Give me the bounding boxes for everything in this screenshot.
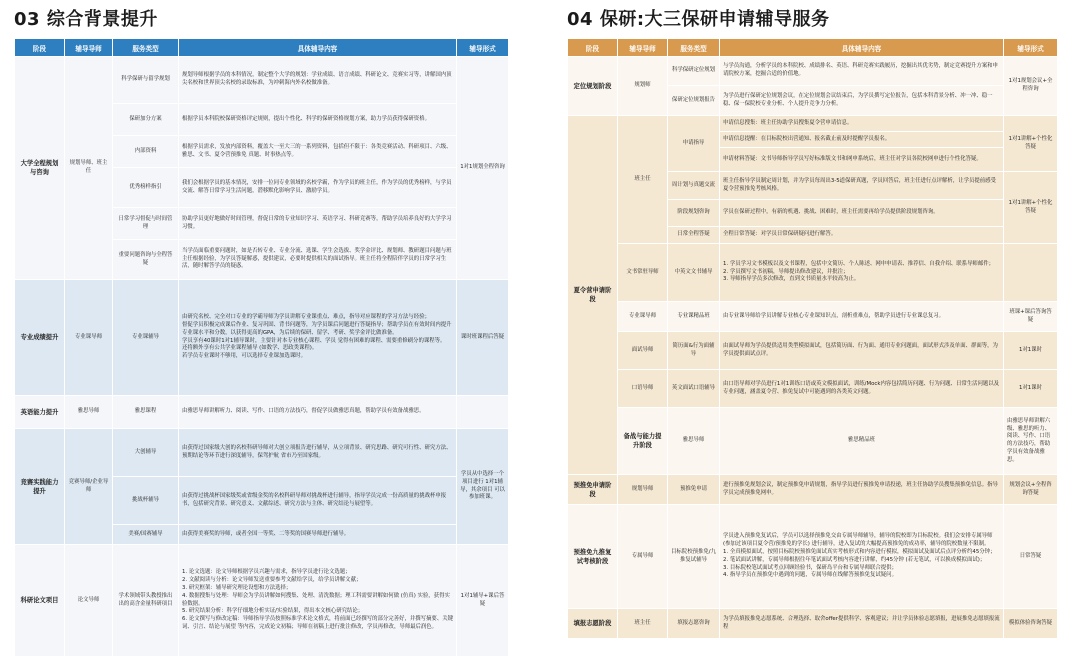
table-row <box>15 429 509 477</box>
mentor-cell: 班主任 <box>618 609 668 639</box>
type-cell: 填报志愿咨询 <box>668 609 720 639</box>
content-line: 2. 笔试面试讲解，专属导师根据往年笔试面试考核内容进行讲解，约45分钟 (若无笔试，可以换成模拟面试)； <box>723 556 986 563</box>
content-cell: 根据学员需求，发放内部资料，覆盖大一至大三的一系列资料，包括但不限于：各类竞赛活动、科研项目、六级、雅思、文书、夏令营预推免 真题、时事热点等。 <box>179 136 457 168</box>
table-header <box>15 39 509 57</box>
type-cell: 专业课辅导 <box>113 280 179 396</box>
content-line: 2. 文献阅读与分析：论文导师发送重要参考文献给学员，给学员讲解文献； <box>182 577 362 584</box>
table-row <box>568 475 1058 505</box>
type-cell: 日常学习督促与时间管理 <box>113 208 179 240</box>
table-row <box>568 332 1058 370</box>
content-line: 督促学员积极完成课后作业、复习巩固、背书问题等，为学员课后问题进行答疑指导；帮助学员在有效时间内提升专业课水平和分数，以获得更高的GPA，为后续的保研、留学、考研、奖学金评比做准备。 <box>182 321 452 336</box>
type-cell: 大创辅导 <box>113 429 179 477</box>
type-cell: 美赛/国赛辅导 <box>113 525 179 545</box>
content-cell: 根据学员本科院校保研资格评定规则，提出个性化、科学的保研资格规划方案，助力学员获得保研资格。 <box>179 104 457 136</box>
type-cell: 科学保研与留学规划 <box>113 57 179 104</box>
content-cell: 我们会根据学员的基本情况，安排一位同专业领域的名校学霸，作为学员的班主任，作为学员的优秀榜样，与学员交流、解答日常学习生活问题，潜移默化影响学员、激励学员。 <box>179 168 457 208</box>
content-cell <box>179 545 457 657</box>
right-table <box>567 38 1058 639</box>
type-cell: 保研加分方案 <box>113 104 179 136</box>
type-cell: 英文面试口语辅导 <box>668 370 720 408</box>
content-line: 若学员专业课时不够用，可以选择专业课加选课时。 <box>182 353 306 360</box>
form-cell: 课时班课程后答疑 <box>457 280 509 396</box>
mentor-cell: 专属导师 <box>618 505 668 609</box>
type-cell: 优秀榜样指引 <box>113 168 179 208</box>
header-stage: 阶段 <box>568 39 618 57</box>
form-cell: 规划会议+全程咨询答疑 <box>1004 475 1058 505</box>
mentor-cell: 专业课导师 <box>618 302 668 332</box>
table-row <box>15 396 509 429</box>
table-row <box>568 302 1058 332</box>
table-row <box>568 244 1058 302</box>
type-cell: 挑战杯辅导 <box>113 477 179 525</box>
content-cell <box>720 505 1004 609</box>
type-cell: 雅思精品班 <box>720 408 1004 475</box>
content-line: 1. 学员学习文书模板以及文书课程，包括中文简历、个人陈述、网申申请表、推荐信、自我介绍、联系导师邮件； <box>723 260 994 267</box>
content-cell: 协助学员更好地做好时间管理，督促日常的专业知识学习、英语学习、科研竞赛等，帮助学员培养良好的大学学习习惯。 <box>179 208 457 240</box>
type-cell: 重要问题咨询与全程答疑 <box>113 240 179 280</box>
mentor-cell: 雅思导师 <box>65 396 113 429</box>
content-cell: 由雅思导师讲解听力、阅读、写作、口语的方法技巧，督促学员做雅思真题，帮助学员有效备战雅思。 <box>179 396 457 429</box>
header-stage: 阶段 <box>15 39 65 57</box>
mentor-cell: 规划师 <box>618 57 668 116</box>
content-line: 还将额外享有公共学业课程辅导 (如数学、思政类课程)。 <box>182 345 318 352</box>
header-mentor: 辅导导师 <box>65 39 113 57</box>
mentor-cell: 文书常驻导师 <box>618 244 668 302</box>
header-type: 服务类型 <box>113 39 179 57</box>
content-cell: 由获得过挑战杯国家级奖或省级金奖的名校科研导师对挑战杯进行辅导，指导学员完成一份高质量的挑战杯申报书，包括研究背景、研究意义、文献综述、研究方法与主体、研究结论与展望等。 <box>179 477 457 525</box>
form-cell: 日常答疑 <box>1004 505 1058 609</box>
content-cell: 班主任指导学员制定周计划，并为学员每周出3-5道保研真题，学员回答后，班主任进行点评解析，让学员提前感受夏令营预推免考核风格。 <box>720 172 1004 200</box>
mentor-cell: 专业课导师 <box>65 280 113 396</box>
mentor-cell: 规划导师、班主任 <box>65 57 113 280</box>
type-cell: 周计划与真题交流 <box>668 172 720 200</box>
form-cell <box>1004 244 1058 302</box>
content-cell: 由雅思导师讲解六级、雅思的听力、阅读、写作、口语的方法技巧，帮助学员有效备战雅思。 <box>1004 408 1058 475</box>
section-title: 04 保研:大三保研申请辅导服务 <box>567 9 830 30</box>
form-cell: 1对1课时 <box>1004 370 1058 408</box>
form-cell: 1对1课时 <box>1004 332 1058 370</box>
form-cell: 1对1辅导+课后答疑 <box>457 545 509 657</box>
type-cell: 专业课精品班 <box>668 302 720 332</box>
header-content: 具体辅导内容 <box>720 39 1004 57</box>
content-cell: 为学员填报推免志愿系统、合理选择、取舍offer提供科学、客观建议；并让学员体验志愿填报，进展推免志愿填报流程 <box>720 609 1004 639</box>
content-cell: 申请材料答疑：文书导师指导学员写好标准版文书和网申系统后，班主任对学员各院校网申进行个性化答疑。 <box>720 148 1004 172</box>
table-header <box>568 39 1058 57</box>
stage-cell: 夏令营申请阶段 <box>568 116 618 475</box>
content-cell <box>179 280 457 396</box>
mentor-cell: 竞赛导师/企业导师 <box>65 429 113 545</box>
right-panel <box>567 0 1057 639</box>
table-row <box>568 408 1058 475</box>
content-line: 3. 导师指导学员多次修改，直到文书质量水平较高为止。 <box>723 276 860 283</box>
content-cell: 由专业课导师给学员讲解专业核心专业课知识点，剖析重难点，帮助学员进行专业课总复习。 <box>720 302 1004 332</box>
content-line: 5. 研究结果分析：科学仔细地分析实证/实验结果，得出本文核心研究结论； <box>182 608 364 615</box>
content-cell: 由面试导师为学员提供适用类型模拟面试，包括简历面、行为面、通用专业问题面，面试形式涉及单面、群面等，为学员提供面试点评。 <box>720 332 1004 370</box>
type-cell: 中英文文书辅导 <box>668 244 720 302</box>
form-cell <box>457 396 509 429</box>
content-line: 4. 数据搜集与处理：导师会为学员讲解如何搜集、处理、清洗数据；理工科需要讲解如何做 (仿真) 实验，获得实验数据。 <box>182 592 450 607</box>
stage-cell: 科研论文项目 <box>15 545 65 657</box>
content-line: 由研究名校、完全对口专业的学霸导师为学员讲解专业课重点、难点，指导对应课程的学习方法与经验； <box>182 314 430 321</box>
content-cell: 申请信息搜集：班主任协助学员搜集夏令营申请信息。 <box>720 116 1004 132</box>
content-line: 1. 全真模拟面试，按照目标院校预推免面试真实考核形式和内容进行模拟，模拟面试及面试后点评分析约45分钟； <box>723 549 996 556</box>
left-table <box>14 38 509 657</box>
table-row <box>15 57 509 104</box>
content-cell: 全程日常答疑：对学员日常保研疑问进行解答。 <box>720 227 1004 244</box>
mentor-cell: 口语导师 <box>618 370 668 408</box>
mentor-cell: 论文导师 <box>65 545 113 657</box>
type-cell: 简历面&行为面辅导 <box>668 332 720 370</box>
content-cell: 进行预推免规划会议，制定预推免申请规划，指导学员进行预推免申请投递，班主任协助学员搜集预推免信息。指导学员完成预推免网申。 <box>720 475 1004 505</box>
content-line: 学员享有40课时1对1辅导课时，主要针对本专业核心课程、学员 觉得有困难的课程、需要重修刷分的课程等。 <box>182 337 446 344</box>
content-cell: 当学员面临重要问题时，如是否转专业、专业分流、选课、学生会选拔、奖学金评比、规划师、教研题目问题与班主任根据经验，为学员答疑解惑，提供建议，必要时提供相关的面试指导。班主任将全程陪伴学员的日常学习生活，随时解答学员的疑惑。 <box>179 240 457 280</box>
section-title: 03 综合背景提升 <box>14 9 158 30</box>
stage-cell: 专业成绩提升 <box>15 280 65 396</box>
form-cell: 模拟体验咨询答疑 <box>1004 609 1058 639</box>
content-cell: 由获得美赛奖的导师，或者全国一等奖、二等奖的国赛导师进行辅导。 <box>179 525 457 545</box>
stage-cell: 英语能力提升 <box>15 396 65 429</box>
header-type: 服务类型 <box>668 39 720 57</box>
mentor-cell: 班主任 <box>618 116 668 244</box>
content-cell: 申请信息提醒：在目标院校出营通知、报名截止前及时提醒学员报名。 <box>720 132 1004 148</box>
header-mentor: 辅导导师 <box>618 39 668 57</box>
stage-cell: 定位规划阶段 <box>568 57 618 116</box>
content-cell: 由口语导师对学员进行1对1训练口语或英文模拟面试，训练/Mock内容包括简历问题、行为问题、日常生活问题以及专业问题，涵盖夏令营、推免复试中可能遇到的各类英文问题。 <box>720 370 1004 408</box>
content-line: 6. 论文撰写与修改定稿：导师指导学员按照标准学术论文格式，将前面已经撰写的部分完善好，并撰写摘要、关键词、引言、结论与展望 等内容，完成论文初稿；导师在初稿上进行批注修改，学员再修改，导师最后润色。 <box>182 616 453 630</box>
table-row <box>568 116 1058 132</box>
form-cell: 1对1规划会议+全程咨询 <box>1004 57 1058 116</box>
content-cell: 规划导师根据学员的本科情况，制定整个大学的规划：学业成绩、语言成绩、科研论文、竞赛实习等，讲解国内顶尖名校和世界顶尖名校的录取标准，为冲刺海内外名校做准备。 <box>179 57 457 104</box>
form-cell: 学员从中选择一个项目进行 1对1辅导，其余项目 可以参加班课。 <box>457 429 509 545</box>
stage-cell: 填报志愿阶段 <box>568 609 618 639</box>
type-cell: 预推免申请 <box>668 475 720 505</box>
header-form: 辅导形式 <box>457 39 509 57</box>
header-form: 辅导形式 <box>1004 39 1058 57</box>
stage-cell: 预推免九推复试考核阶段 <box>568 505 618 609</box>
header-content: 具体辅导内容 <box>179 39 457 57</box>
content-line: 3. 目标院校笔试面试考点回顾经验书，保研岛平台和专属导师联合提供； <box>723 564 897 571</box>
content-line: 学员进入预推免复试后，学员可以选择预推免交由专属导师辅导，辅导的院校即为目标院校。我们会安排专属导师 (参加过该项目夏令营/预推免的学长) 进行辅导，进入复试的大幅提高预推免的成功率，辅导的院校数量不限制。 <box>723 533 993 548</box>
type-cell: 阶段规划咨询 <box>668 200 720 227</box>
form-cell: 班课+课后答询答疑 <box>1004 302 1058 332</box>
table-row <box>568 370 1058 408</box>
form-cell: 1对1规划全程咨询 <box>457 57 509 280</box>
stage-cell: 备战与能力提升阶段 <box>618 408 668 475</box>
type-cell: 科学保研定位规划 <box>668 57 720 86</box>
type-cell: 保研定位规划报告 <box>668 86 720 116</box>
form-cell: 1对1讲解+个性化答疑 <box>1004 116 1058 172</box>
content-cell: 学员在保研过程中，有新的机遇、挑战、困难时，班主任需要再给学员提供阶段规划咨询。 <box>720 200 1004 227</box>
type-cell: 目标院校预推免/九推复试辅导 <box>668 505 720 609</box>
type-cell: 内部资料 <box>113 136 179 168</box>
content-cell: 与学员沟通，分析学员的本科院校、成绩排名、英语、科研竞赛实践履历，挖掘出其优劣势，制定竞赛提升方案和申请院校方案，挖掘合适的价值地。 <box>720 57 1004 86</box>
content-cell: 为学员进行保研定位规划会议，在定位规划会议结束后，为学员撰写定位报告，包括本科背景分析、冲一冲、稳一稳、保一保院校专业分析、个人提升竞争力分析。 <box>720 86 1004 116</box>
form-cell: 1对1讲解+个性化答疑 <box>1004 172 1058 244</box>
type-cell: 学术领域带头教授推出出的高含金量科研项目 <box>113 545 179 657</box>
stage-cell: 大学全程规划与咨询 <box>15 57 65 280</box>
content-line: 2. 学员撰写文书初稿，导师提出修改建议，并批注； <box>723 268 849 275</box>
content-line: 4. 指导学员在预推免中遇到的问题，专属导师在线解答预推免复试疑问。 <box>723 572 897 579</box>
table-row <box>568 609 1058 639</box>
stage-cell: 竞赛实践能力提升 <box>15 429 65 545</box>
type-cell: 申请指导 <box>668 116 720 172</box>
table-row <box>15 545 509 657</box>
left-panel <box>14 0 508 657</box>
mentor-cell: 面试导师 <box>618 332 668 370</box>
content-line: 3. 研究框架：辅导研究理论设想和方法选择； <box>182 584 292 591</box>
type-cell: 雅思课程 <box>113 396 179 429</box>
content-line: 1. 论文选题：论文导师根据学员兴趣与需求，指导学员进行论文选题； <box>182 569 351 576</box>
table-row <box>568 57 1058 86</box>
type-cell: 日常全程答疑 <box>668 227 720 244</box>
content-cell: 由获得过国家级大创的名校科研导师对大创立项报告进行辅导，从立项背景、研究思路、研究可行性、研究方法、预期结论等环节进行深度辅导，保驾护航 省市乃至国家级。 <box>179 429 457 477</box>
table-row <box>15 280 509 396</box>
stage-cell: 预推免申请阶段 <box>568 475 618 505</box>
mentor-cell: 规划导师 <box>618 475 668 505</box>
mentor-cell: 雅思导师 <box>668 408 720 475</box>
content-cell <box>720 244 1004 302</box>
table-row <box>568 505 1058 609</box>
